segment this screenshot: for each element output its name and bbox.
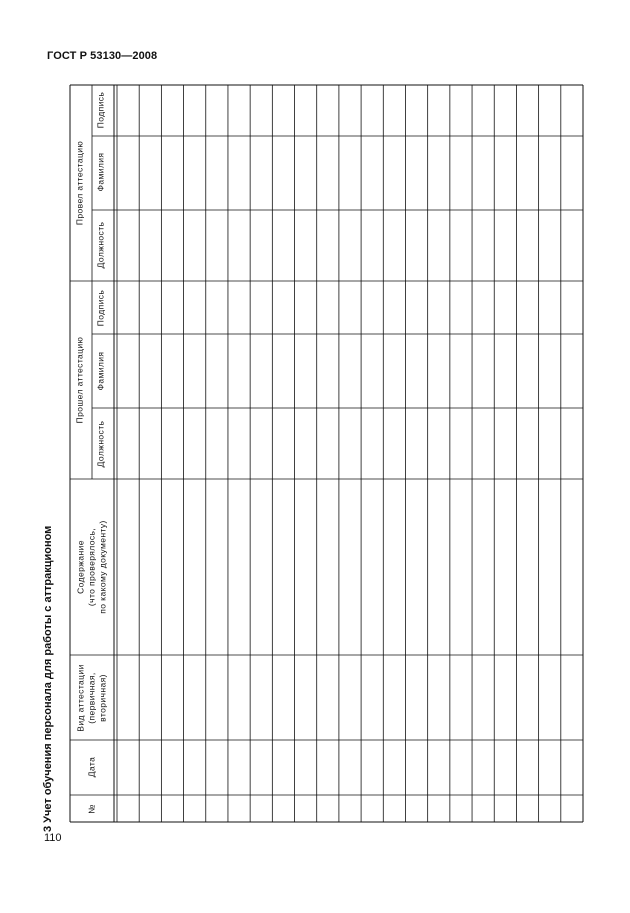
header-attestation-type-line3: вторичная)	[97, 674, 108, 722]
header-date: Дата	[86, 756, 97, 778]
header-attestation-type-line2: (первичная,	[86, 672, 97, 724]
header-conducted-signature: Подпись	[95, 91, 106, 129]
page-number: 110	[44, 832, 62, 844]
header-passed-position: Должность	[95, 420, 106, 468]
header-passed-signature: Подпись	[95, 289, 106, 327]
header-content-line2: (что проверялось,	[86, 527, 97, 607]
section-title: 3 Учет обучения персонала для работы с аттракционом	[42, 525, 54, 832]
document-header: ГОСТ Р 53130—2008	[47, 50, 158, 62]
header-num: №	[86, 804, 97, 814]
header-attestation-type-line1: Вид аттестации	[75, 664, 86, 732]
header-content-line3: по какому документу)	[97, 520, 108, 614]
header-conducted-group: Провел аттестацию	[74, 140, 85, 226]
header-passed-group: Прошел аттестацию	[74, 336, 85, 424]
header-conducted-surname: Фамилия	[95, 152, 106, 192]
header-passed-surname: Фамилия	[95, 351, 106, 391]
header-conducted-position: Должность	[95, 221, 106, 269]
header-content-line1: Содержание	[75, 540, 86, 594]
